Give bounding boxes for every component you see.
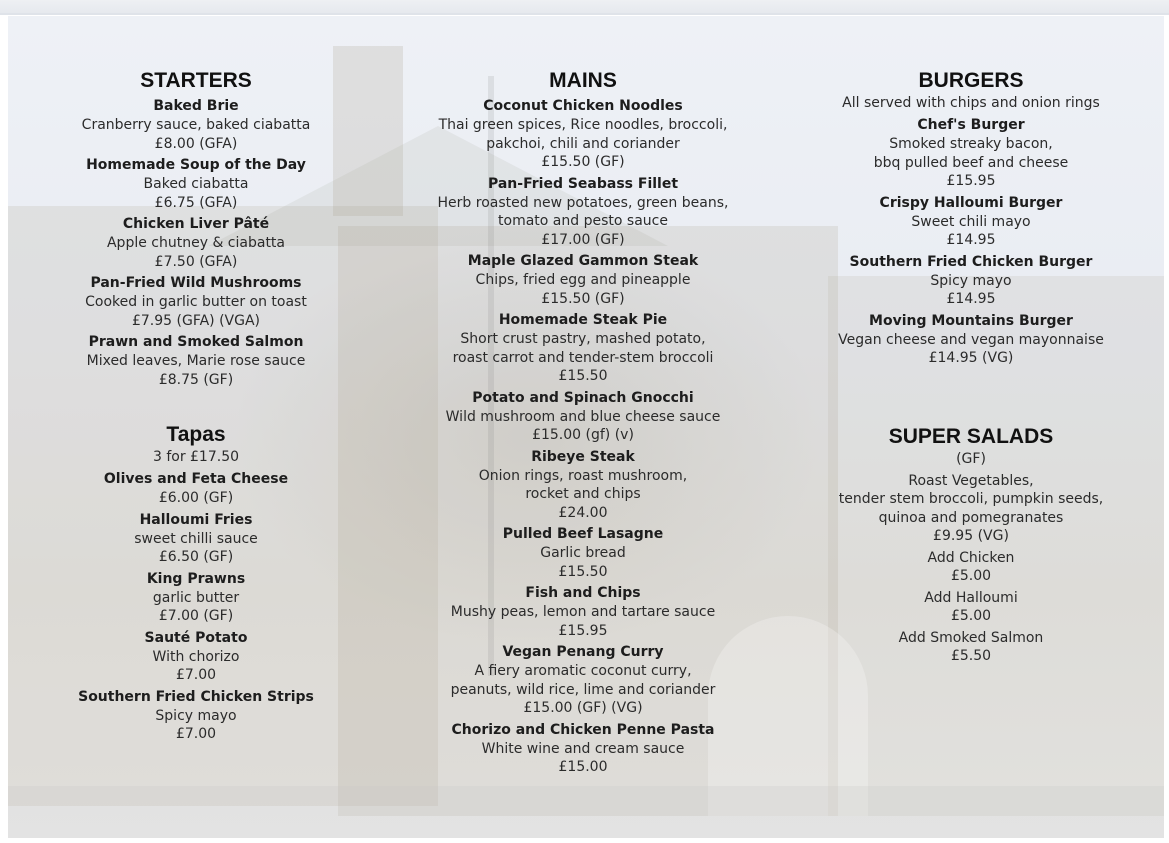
item-name: Halloumi Fries: [139, 511, 253, 528]
item-detail: £6.75 (GFA): [154, 194, 238, 211]
item-detail: £6.50 (GF): [158, 549, 234, 565]
item-detail: sweet chilli sauce: [134, 530, 258, 547]
menu-item: [418, 311, 748, 386]
item-name: Potato and Spinach Gnocchi: [472, 389, 694, 406]
item-detail: bbq pulled beef and cheese: [873, 154, 1069, 171]
menu-item: [418, 643, 748, 718]
item-name: Pulled Beef Lasagne: [502, 526, 664, 542]
menu-item: [418, 525, 748, 581]
item-detail: Mushy peas, lemon and tartare sauce: [450, 604, 716, 620]
item-detail: With chorizo: [152, 648, 240, 665]
item-detail: £14.95 (VG): [928, 350, 1014, 366]
item-detail: Sweet chili mayo: [911, 213, 1031, 230]
salad-description: [811, 472, 1131, 546]
addon-label: Add Smoked Salmon: [898, 629, 1044, 646]
salad-addons: [811, 549, 1131, 666]
item-detail: Thai green spices, Rice noodles, broccoli,: [438, 117, 728, 133]
item-name: Ribeye Steak: [531, 448, 635, 465]
mains-list: [418, 97, 748, 777]
item-name: Pan-Fried Wild Mushrooms: [90, 275, 302, 291]
menu-item: [418, 175, 748, 250]
item-detail: £17.00 (GF): [541, 231, 625, 248]
item-name: Prawn and Smoked Salmon: [88, 334, 304, 350]
item-detail: Chips, fried egg and pineapple: [475, 272, 691, 288]
item-name: Sauté Potato: [144, 629, 248, 646]
item-detail: roast carrot and tender-stem broccoli: [452, 349, 714, 366]
menu-item: [26, 97, 366, 153]
item-detail: £15.50: [558, 368, 608, 384]
item-detail: £7.00 (GF): [158, 608, 234, 624]
addon-price: £5.00: [950, 568, 992, 584]
item-detail: Cooked in garlic butter on toast: [85, 294, 307, 310]
item-detail: rocket and chips: [525, 486, 641, 502]
mains-column: [418, 68, 748, 777]
tapas-title: Tapas: [166, 423, 226, 446]
item-detail: £15.50 (GF): [541, 290, 625, 307]
item-detail: White wine and cream sauce: [481, 740, 685, 757]
addon-price: £5.50: [950, 648, 992, 664]
addon-label: Add Chicken: [927, 549, 1015, 566]
starters-list: [26, 97, 366, 389]
item-detail: £6.00 (GF): [158, 490, 234, 506]
salads-subtitle: (GF): [956, 450, 986, 467]
item-detail: £15.00: [558, 759, 608, 775]
item-detail: £7.50 (GFA): [154, 253, 238, 270]
item-detail: Garlic bread: [540, 545, 626, 561]
item-name: Chorizo and Chicken Penne Pasta: [451, 721, 715, 738]
menu-item: [418, 252, 748, 308]
item-name: Pan-Fried Seabass Fillet: [487, 175, 679, 192]
item-detail: £15.95: [558, 622, 608, 639]
menu-item: [26, 470, 366, 508]
item-detail: £14.95: [946, 232, 996, 248]
item-name: Crispy Halloumi Burger: [879, 194, 1063, 211]
item-detail: garlic butter: [152, 589, 240, 606]
item-name: Moving Mountains Burger: [869, 312, 1073, 329]
salad-addon: [811, 589, 1131, 626]
menu-item: [26, 629, 366, 685]
tapas-list: [26, 470, 366, 744]
item-detail: Onion rings, roast mushroom,: [478, 467, 688, 484]
menu-item: [26, 333, 366, 389]
starters-column: [26, 68, 366, 744]
menu-item: [811, 116, 1131, 191]
addon-label: Add Halloumi: [924, 589, 1018, 606]
item-name: Vegan Penang Curry: [502, 644, 664, 660]
salad-addon: [811, 629, 1131, 666]
salad-detail: £9.95 (VG): [933, 528, 1009, 544]
item-detail: £15.95: [946, 173, 996, 189]
burgers-list: [811, 116, 1131, 368]
item-detail: £15.50 (GF): [541, 154, 625, 170]
item-detail: Smoked streaky bacon,: [889, 136, 1053, 152]
menu-item: [418, 721, 748, 777]
item-name: King Prawns: [146, 570, 246, 587]
item-name: Chef's Burger: [917, 117, 1025, 133]
item-detail: £15.00 (gf) (v): [532, 427, 634, 443]
menu-item: [26, 274, 366, 330]
item-detail: £24.00: [558, 504, 608, 521]
item-name: Chicken Liver Pâté: [122, 216, 270, 232]
tapas-subtitle: 3 for £17.50: [152, 449, 240, 465]
item-detail: £8.75 (GF): [158, 371, 234, 388]
item-name: Maple Glazed Gammon Steak: [467, 253, 699, 269]
menu-item: [418, 584, 748, 640]
item-detail: £14.95: [946, 291, 996, 307]
salad-detail: Roast Vegetables,: [908, 472, 1034, 489]
item-name: Olives and Feta Cheese: [103, 471, 289, 487]
menu-item: [811, 253, 1131, 309]
background-street: [8, 786, 1164, 838]
menu-item: [811, 312, 1131, 368]
burgers-subtitle: All served with chips and onion rings: [842, 95, 1100, 111]
item-detail: Cranberry sauce, baked ciabatta: [81, 117, 311, 133]
item-detail: Short crust pastry, mashed potato,: [460, 331, 706, 347]
item-name: Baked Brie: [153, 98, 239, 114]
item-detail: Wild mushroom and blue cheese sauce: [445, 408, 721, 425]
item-detail: £15.00 (GF) (VG): [523, 700, 643, 716]
menu-item: [26, 511, 366, 567]
item-detail: Apple chutney & ciabatta: [106, 235, 285, 251]
item-detail: £8.00 (GFA): [154, 135, 238, 152]
menu-item: [418, 97, 748, 172]
starters-title: STARTERS: [140, 69, 252, 92]
item-detail: Spicy mayo: [930, 272, 1012, 289]
top-bar: [0, 0, 1169, 15]
item-detail: Mixed leaves, Marie rose sauce: [86, 353, 306, 369]
burgers-column: [811, 68, 1131, 666]
item-detail: Spicy mayo: [155, 707, 237, 724]
menu-item: [418, 389, 748, 445]
menu-sheet: [8, 16, 1164, 838]
menu-item: [26, 570, 366, 626]
item-detail: £7.95 (GFA) (VGA): [131, 312, 261, 329]
salad-addon: [811, 549, 1131, 586]
item-detail: £7.00: [175, 726, 217, 742]
item-name: Fish and Chips: [525, 585, 641, 601]
item-name: Coconut Chicken Noodles: [483, 98, 683, 114]
salads-title: SUPER SALADS: [888, 424, 1054, 448]
item-detail: peanuts, wild rice, lime and coriander: [450, 681, 716, 698]
item-name: Homemade Steak Pie: [498, 312, 668, 328]
item-detail: Vegan cheese and vegan mayonnaise: [838, 331, 1104, 348]
salad-detail: quinoa and pomegranates: [878, 509, 1064, 526]
item-detail: £7.00: [175, 667, 217, 683]
item-name: Homemade Soup of the Day: [86, 157, 306, 173]
item-detail: Herb roasted new potatoes, green beans,: [437, 194, 729, 211]
item-detail: tomato and pesto sauce: [498, 213, 668, 229]
menu-item: [811, 194, 1131, 250]
salad-detail: tender stem broccoli, pumpkin seeds,: [838, 491, 1104, 507]
mains-title: MAINS: [549, 69, 617, 92]
item-detail: Baked ciabatta: [143, 176, 249, 192]
item-name: Southern Fried Chicken Strips: [78, 688, 314, 705]
menu-item: [26, 688, 366, 744]
menu-item: [26, 215, 366, 271]
item-detail: £15.50: [558, 563, 608, 580]
menu-item: [418, 448, 748, 523]
item-name: Southern Fried Chicken Burger: [849, 253, 1093, 270]
burgers-title: BURGERS: [918, 69, 1024, 92]
addon-price: £5.00: [950, 608, 992, 624]
item-detail: A fiery aromatic coconut curry,: [474, 663, 692, 679]
menu-item: [26, 156, 366, 212]
item-detail: pakchoi, chili and coriander: [486, 135, 680, 152]
